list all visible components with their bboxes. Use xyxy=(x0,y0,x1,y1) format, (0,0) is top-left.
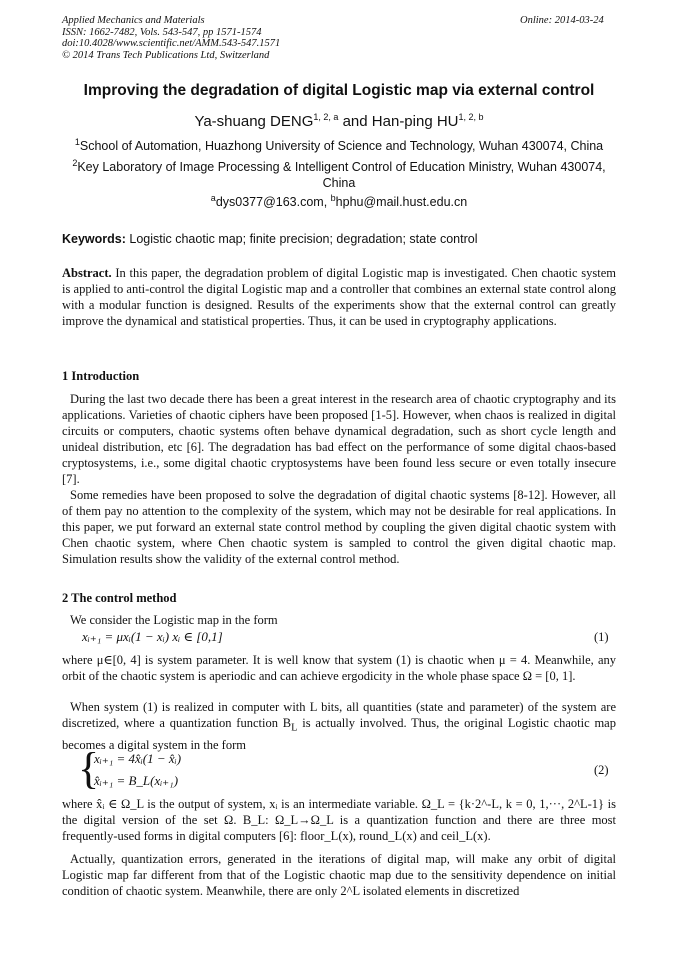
equation-1: xᵢ₊₁ = μxᵢ(1 − xᵢ) xᵢ ∈ [0,1] xyxy=(82,629,223,644)
author-and: and xyxy=(338,113,372,130)
section-2-paragraph-1: We consider the Logistic map in the form xyxy=(70,613,278,627)
keywords-label: Keywords: xyxy=(62,232,126,246)
journal-name: Applied Mechanics and Materials xyxy=(62,15,205,26)
section-2-heading: 2 The control method xyxy=(62,591,177,605)
copyright-line: © 2014 Trans Tech Publications Ltd, Switzerland xyxy=(62,49,270,61)
affiliation-1 xyxy=(62,138,616,154)
paper-title: Improving the degradation of digital Logistic map via external control xyxy=(83,82,595,99)
abstract-text: In this paper, the degradation problem of digital Logistic map is investigated. Chen chaotic system is applied to anti-control the digital Logistic map and a controller that combines an external state control along with a modular function is designed. Results of the experiments show that the external control can greatly improve the dynamical and statistical properties. Thus, it can be used in cryptography applications. xyxy=(62,266,616,328)
keywords xyxy=(62,232,616,246)
email-a-sup: a xyxy=(210,192,216,203)
author-line xyxy=(40,113,638,130)
section-2-paragraph-5: Actually, quantization errors, generated in the iterations of digital map, will make any orbit of digital Logistic map far different from that of the Logistic chaotic map due to the sensitivity dependence on initial condition of chaotic system. Meanwhile, there are only 2^L isolated elements in discretized xyxy=(62,852,616,898)
journal-header xyxy=(62,15,280,61)
section-2-paragraph-3 xyxy=(62,699,616,753)
email-line xyxy=(40,192,638,209)
affiliation-2-sup: 2 xyxy=(72,157,78,168)
author-2: Han-ping HU xyxy=(371,113,459,130)
equation-2-brace: { xyxy=(78,744,100,793)
online-date: Online: 2014-03-24 xyxy=(520,15,604,26)
where-text: where xyxy=(62,653,97,667)
author-1-sup: 1, 2, a xyxy=(313,112,339,122)
equation-2-line-1: xᵢ₊₁ = 4x̂ᵢ(1 − x̂ᵢ) xyxy=(94,751,182,766)
abstract-label: Abstract. xyxy=(62,266,112,280)
section-1-paragraph-1: During the last two decade there has been a great interest in the research area of chaotic cryptography and its applications. Varieties of chaotic ciphers have been proposed [1-5]. However, when chaos is realized in digital circuits or computers, chaotic systems often behave dynamical degradation, such as short cycle length and unideal distribution, etc [6]. The degradation has bad effect on the performance of some digital chaos-based cryptosystems, i.e., some digital chaotic cryptosystems have been found less secure or even totally insecure [7]. xyxy=(62,392,616,486)
equation-2-number: (2) xyxy=(594,763,609,777)
email-a: dys0377@163.com, xyxy=(215,195,331,209)
parameter-text: μ∈[0, 4] is system parameter. It is well know that system (1) is chaotic when μ = 4. Meanwhile, any orbit of the chaotic system is aperiodic and can achieve ergodicity in the whole phase space Ω = [0, 1]. xyxy=(62,653,616,683)
affiliation-2-text: Key Laboratory of Image Processing & Intelligent Control of Education Ministry, Wuhan 430074, China xyxy=(77,160,606,190)
section-1-heading: 1 Introduction xyxy=(62,369,140,383)
section-2-paragraph-2 xyxy=(62,652,616,684)
affiliation-1-sup: 1 xyxy=(74,136,80,147)
equation-2-line-2: x̂ᵢ₊₁ = B_L(xᵢ₊₁) xyxy=(94,773,179,788)
section-1-paragraph-2: Some remedies have been proposed to solve the degradation of digital chaotic systems [8-12]. However, all of them pay no attention to the complexity of the system, which may not be desirable for real applications. In this paper, we put forward an external state control method by coupling the given digital chaotic system with Chen chaotic system, where Chen chaotic system is sampled to control the given digital chaotic map. Simulation results show the validity of the external control method. xyxy=(62,488,616,566)
author-1: Ya-shuang DENG xyxy=(194,113,314,130)
email-b: hphu@mail.hust.edu.cn xyxy=(335,195,468,209)
keywords-text: Logistic chaotic map; finite precision; degradation; state control xyxy=(125,232,478,246)
affiliation-1-text: School of Automation, Huazhong University of Science and Technology, Wuhan 430074, China xyxy=(79,139,604,153)
doi-line: doi:10.4028/www.scientific.net/AMM.543-547.1571 xyxy=(62,38,281,49)
author-2-sup: 1, 2, b xyxy=(458,112,484,122)
section-2-paragraph-4: where x̂ᵢ ∈ Ω_L is the output of system, xᵢ is an intermediate variable. Ω_L = {k·2^-L, k = 0, 1,···, 2^L-1} is the digital version of the set Ω. B_L: Ω_L→Ω_L is a quantization function and there are three most frequently-used forms in digital computers [6]: floor_L(x), round_L(x) and ceil_L(x). xyxy=(62,797,616,843)
equation-1-number: (1) xyxy=(594,630,609,644)
abstract xyxy=(62,265,616,329)
paragraph-3-sub: L xyxy=(291,722,298,734)
email-b-sup: b xyxy=(330,192,336,203)
affiliation-2 xyxy=(62,159,616,191)
issn-line: ISSN: 1662-7482, Vols. 543-547, pp 1571-1574 xyxy=(62,26,262,38)
paragraph-3-rest: is actually involved. Thus, the original Logistic chaotic map becomes a digital system in the form xyxy=(62,716,616,752)
paragraph-3-text: When system (1) is realized in computer with L bits, all quantities (state and parameter) of the system are discretized, where a quantization function B xyxy=(62,700,616,730)
